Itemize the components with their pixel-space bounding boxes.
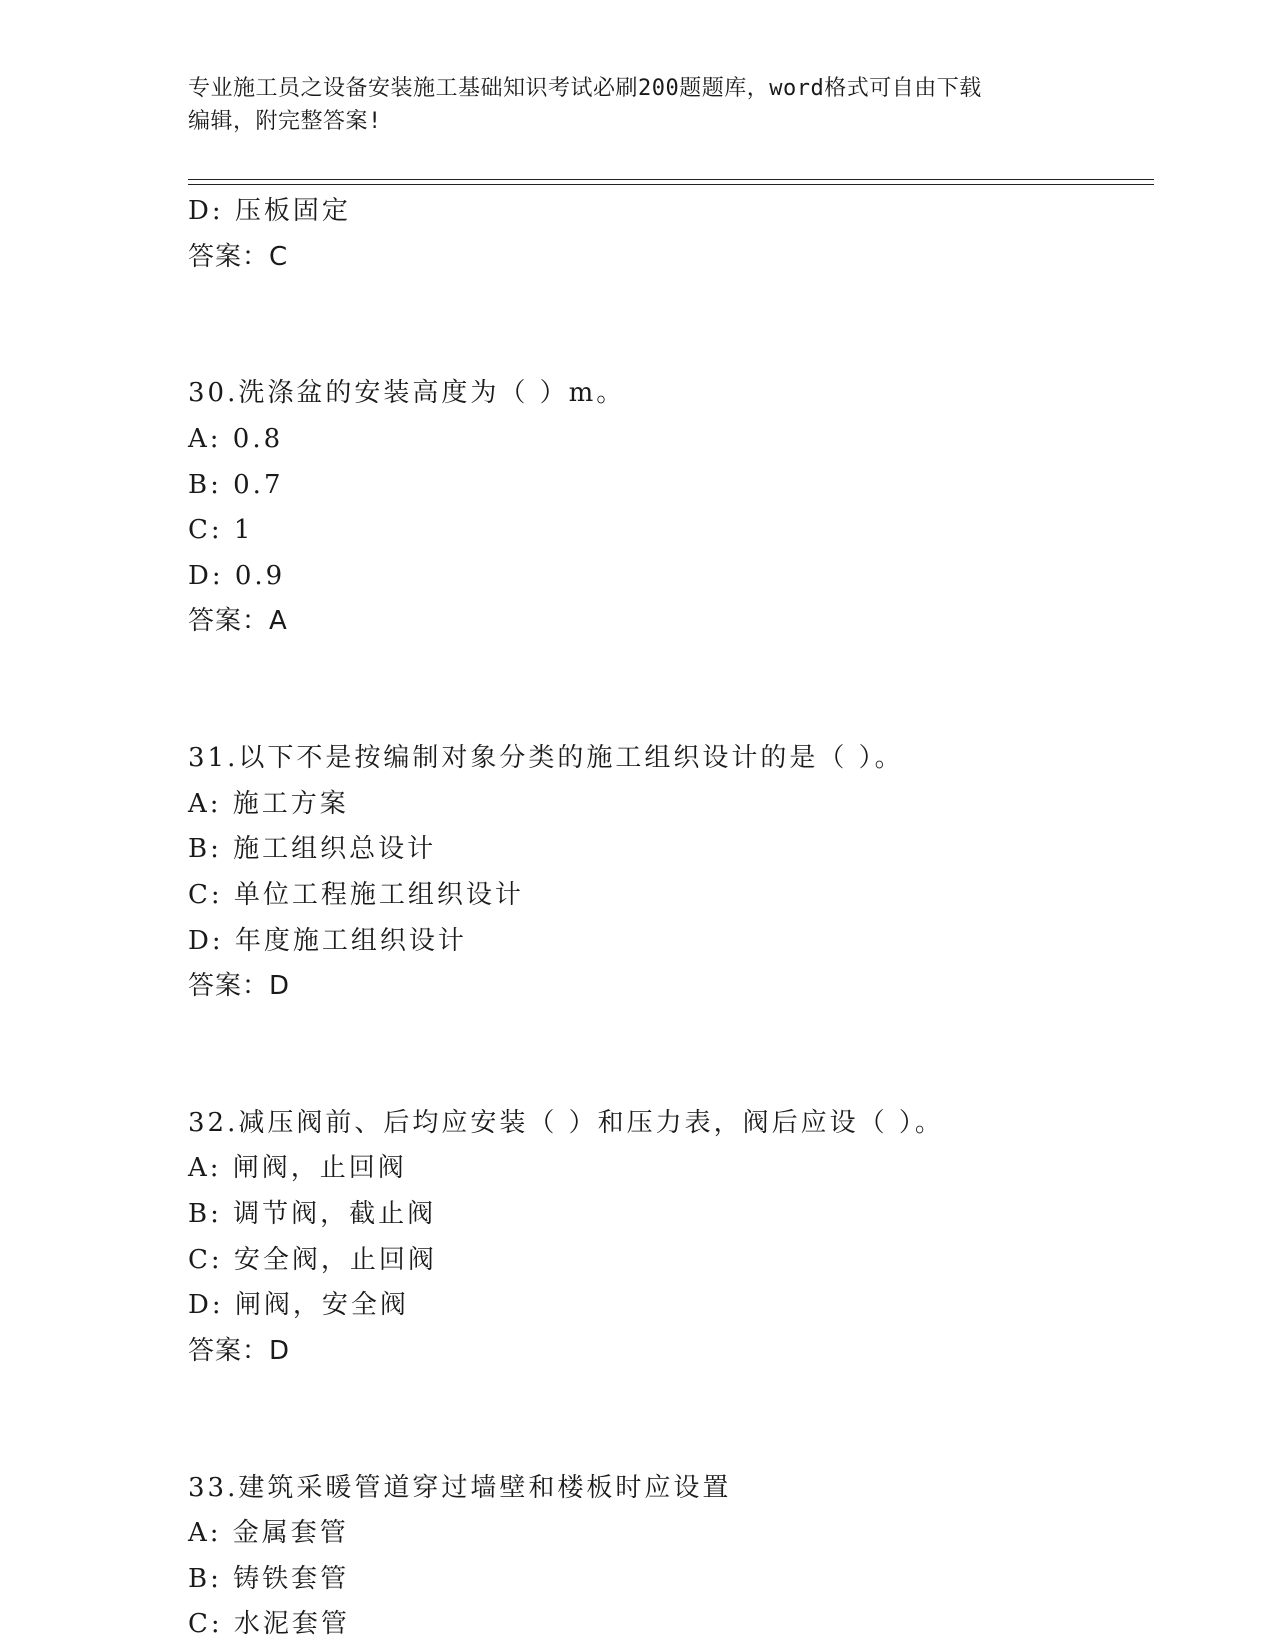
question-block xyxy=(188,371,1154,645)
question-block xyxy=(188,1101,1154,1375)
option-d: D: 0.9 xyxy=(188,560,286,591)
question-stem: 32.减压阀前、后均应安装（ ）和压力表，阀后应设（ ）。 xyxy=(188,1107,944,1138)
option-c: C: 水泥套管 xyxy=(188,1609,350,1640)
option-c: C: 单位工程施工组织设计 xyxy=(188,879,524,910)
spacer xyxy=(188,645,1154,736)
question-block xyxy=(188,736,1154,1010)
answer-line: 答案：D xyxy=(188,971,291,1002)
option-b: B: 铸铁套管 xyxy=(188,1563,350,1594)
answer-line: 答案：C xyxy=(188,241,289,272)
question-stem: 31.以下不是按编制对象分类的施工组织设计的是（ ）。 xyxy=(188,743,904,774)
question-list xyxy=(188,189,1154,1648)
header-title-line-1: 专业施工员之设备安装施工基础知识考试必刷200题题库，word格式可自由下载 xyxy=(188,76,982,101)
document-header xyxy=(188,72,1088,138)
question-stem: 30.洗涤盆的安装高度为（ ）m。 xyxy=(188,378,626,409)
spacer xyxy=(188,280,1154,371)
option-a: A: 0.8 xyxy=(188,423,284,454)
header-divider-top xyxy=(188,179,1154,180)
option-b: B: 调节阀，截止阀 xyxy=(188,1199,437,1230)
question-stem: 33.建筑采暖管道穿过墙壁和楼板时应设置 xyxy=(188,1472,732,1503)
option-d: D: 闸阀，安全阀 xyxy=(188,1290,409,1321)
option-c: C: 安全阀，止回阀 xyxy=(188,1244,437,1275)
option-d: D: 年度施工组织设计 xyxy=(188,925,467,956)
header-title-line-2: 编辑，附完整答案! xyxy=(188,109,382,134)
option-b: B: 0.7 xyxy=(188,469,284,500)
option-b: B: 施工组织总设计 xyxy=(188,834,437,865)
option-d: D: 压板固定 xyxy=(188,196,351,226)
answer-line: 答案：A xyxy=(188,606,288,637)
spacer xyxy=(188,1374,1154,1465)
option-a: A: 闸阀，止回阀 xyxy=(188,1153,407,1184)
answer-line: 答案：D xyxy=(188,1335,291,1366)
header-divider-bottom xyxy=(188,184,1154,185)
option-c: C: 1 xyxy=(188,515,254,546)
option-a: A: 金属套管 xyxy=(188,1518,349,1549)
spacer xyxy=(188,1010,1154,1101)
question-block xyxy=(188,1466,1154,1648)
option-a: A: 施工方案 xyxy=(188,788,349,819)
